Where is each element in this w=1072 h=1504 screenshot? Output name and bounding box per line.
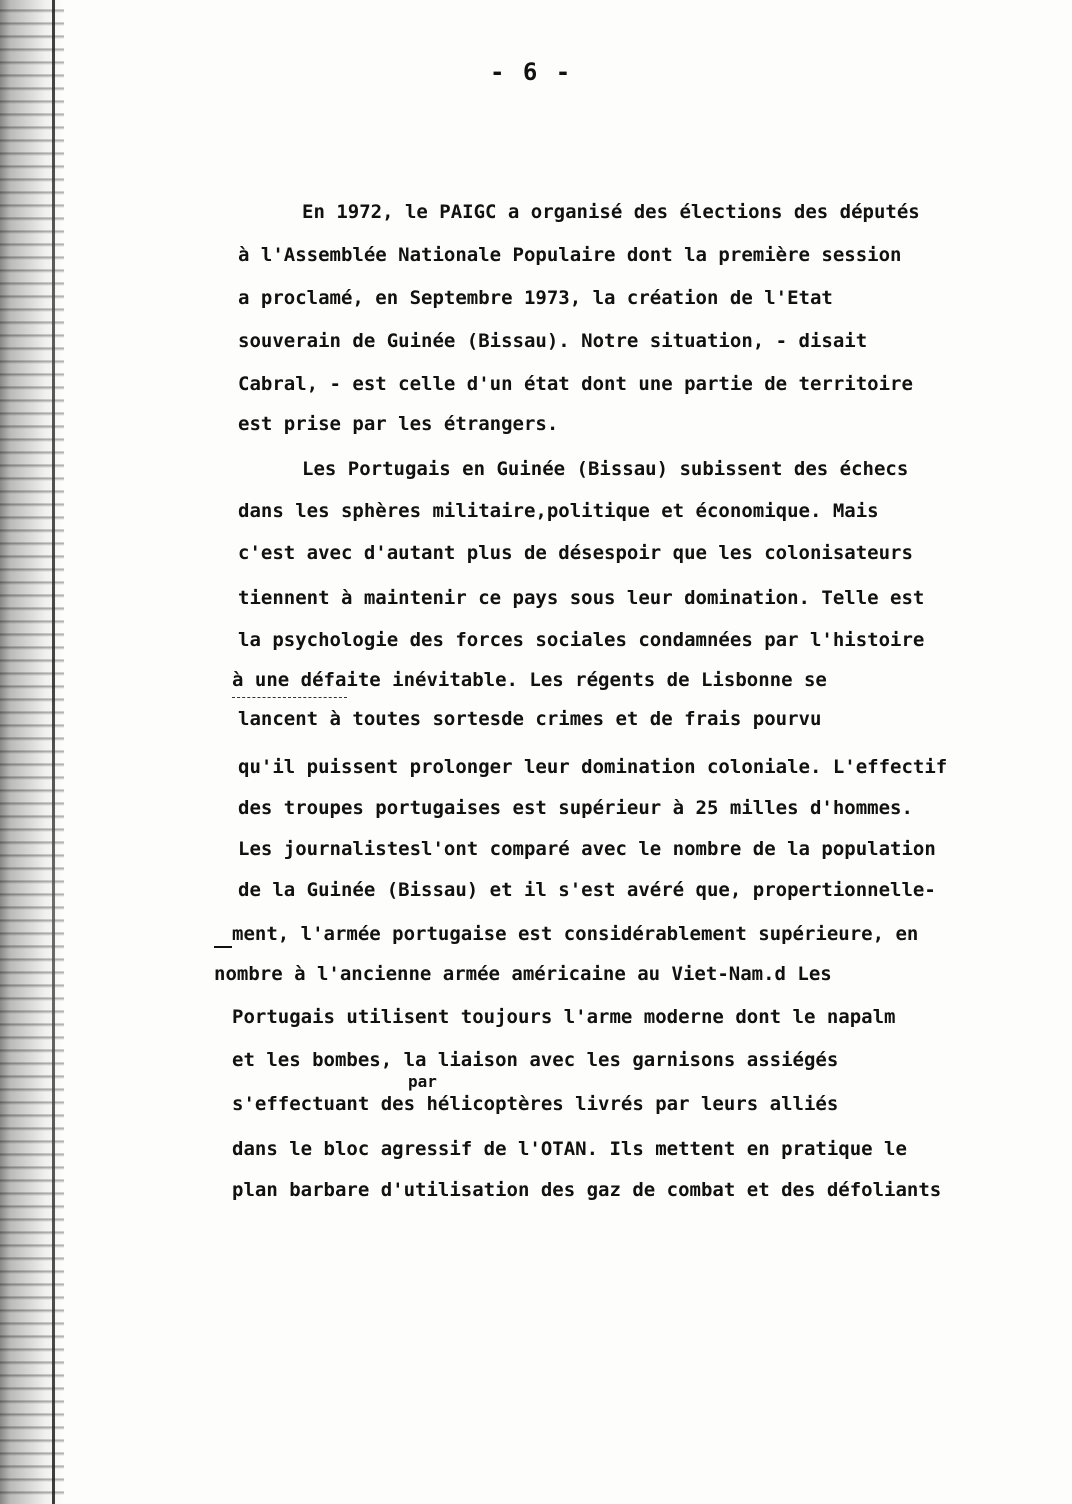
text-line-20: Portugais utilisent toujours l'arme moderne dont le napalm	[232, 1006, 896, 1028]
text-line-21: et les bombes, la liaison avec les garnisons assiégés	[232, 1049, 839, 1071]
text-line-17: de la Guinée (Bissau) et il s'est avéré que, propertionnelle-	[238, 879, 936, 901]
text-line-10: tiennent à maintenir ce pays sous leur domination. Telle est	[238, 587, 925, 609]
margin-dash	[214, 946, 232, 948]
text-line-19: nombre à l'ancienne armée américaine au Viet-Nam.d Les	[214, 963, 832, 985]
text-line-16: Les journalistesl'ont comparé avec le nombre de la population	[238, 838, 936, 860]
text-line-18: ment, l'armée portugaise est considérablement supérieure, en	[232, 923, 919, 945]
text-line-2: à l'Assemblée Nationale Populaire dont la première session	[238, 244, 902, 266]
scan-binding-shadow	[52, 0, 55, 1504]
text-line-1: En 1972, le PAIGC a organisé des élections des députés	[302, 201, 920, 223]
text-line-14: qu'il puissent prolonger leur domination coloniale. L'effectif	[238, 756, 948, 778]
inserted-word: par	[408, 1072, 437, 1091]
text-line-11: la psychologie des forces sociales condamnées par l'histoire	[238, 629, 925, 651]
text-line-24: plan barbare d'utilisation des gaz de combat et des défoliants	[232, 1179, 942, 1201]
text-line-5: Cabral, - est celle d'un état dont une partie de territoire	[238, 373, 913, 395]
page-number: - 6 -	[490, 58, 573, 86]
underline-mark	[232, 697, 347, 699]
text-line-4: souverain de Guinée (Bissau). Notre situation, - disait	[238, 330, 868, 352]
text-line-15: des troupes portugaises est supérieur à 25 milles d'hommes.	[238, 797, 913, 819]
text-line-3: a proclamé, en Septembre 1973, la création de l'Etat	[238, 287, 833, 309]
text-line-7: Les Portugais en Guinée (Bissau) subissent des échecs	[302, 458, 909, 480]
text-line-12: à une défaite inévitable. Les régents de Lisbonne se	[232, 669, 827, 691]
text-line-13: lancent à toutes sortesde crimes et de frais pourvu	[238, 708, 822, 730]
text-line-23: dans le bloc agressif de l'OTAN. Ils mettent en pratique le	[232, 1138, 907, 1160]
text-line-22: s'effectuant des hélicoptères livrés par leurs alliés	[232, 1093, 839, 1115]
text-line-8: dans les sphères militaire,politique et économique. Mais	[238, 500, 879, 522]
text-line-9: c'est avec d'autant plus de désespoir que les colonisateurs	[238, 542, 913, 564]
text-line-6: est prise par les étrangers.	[238, 413, 559, 435]
